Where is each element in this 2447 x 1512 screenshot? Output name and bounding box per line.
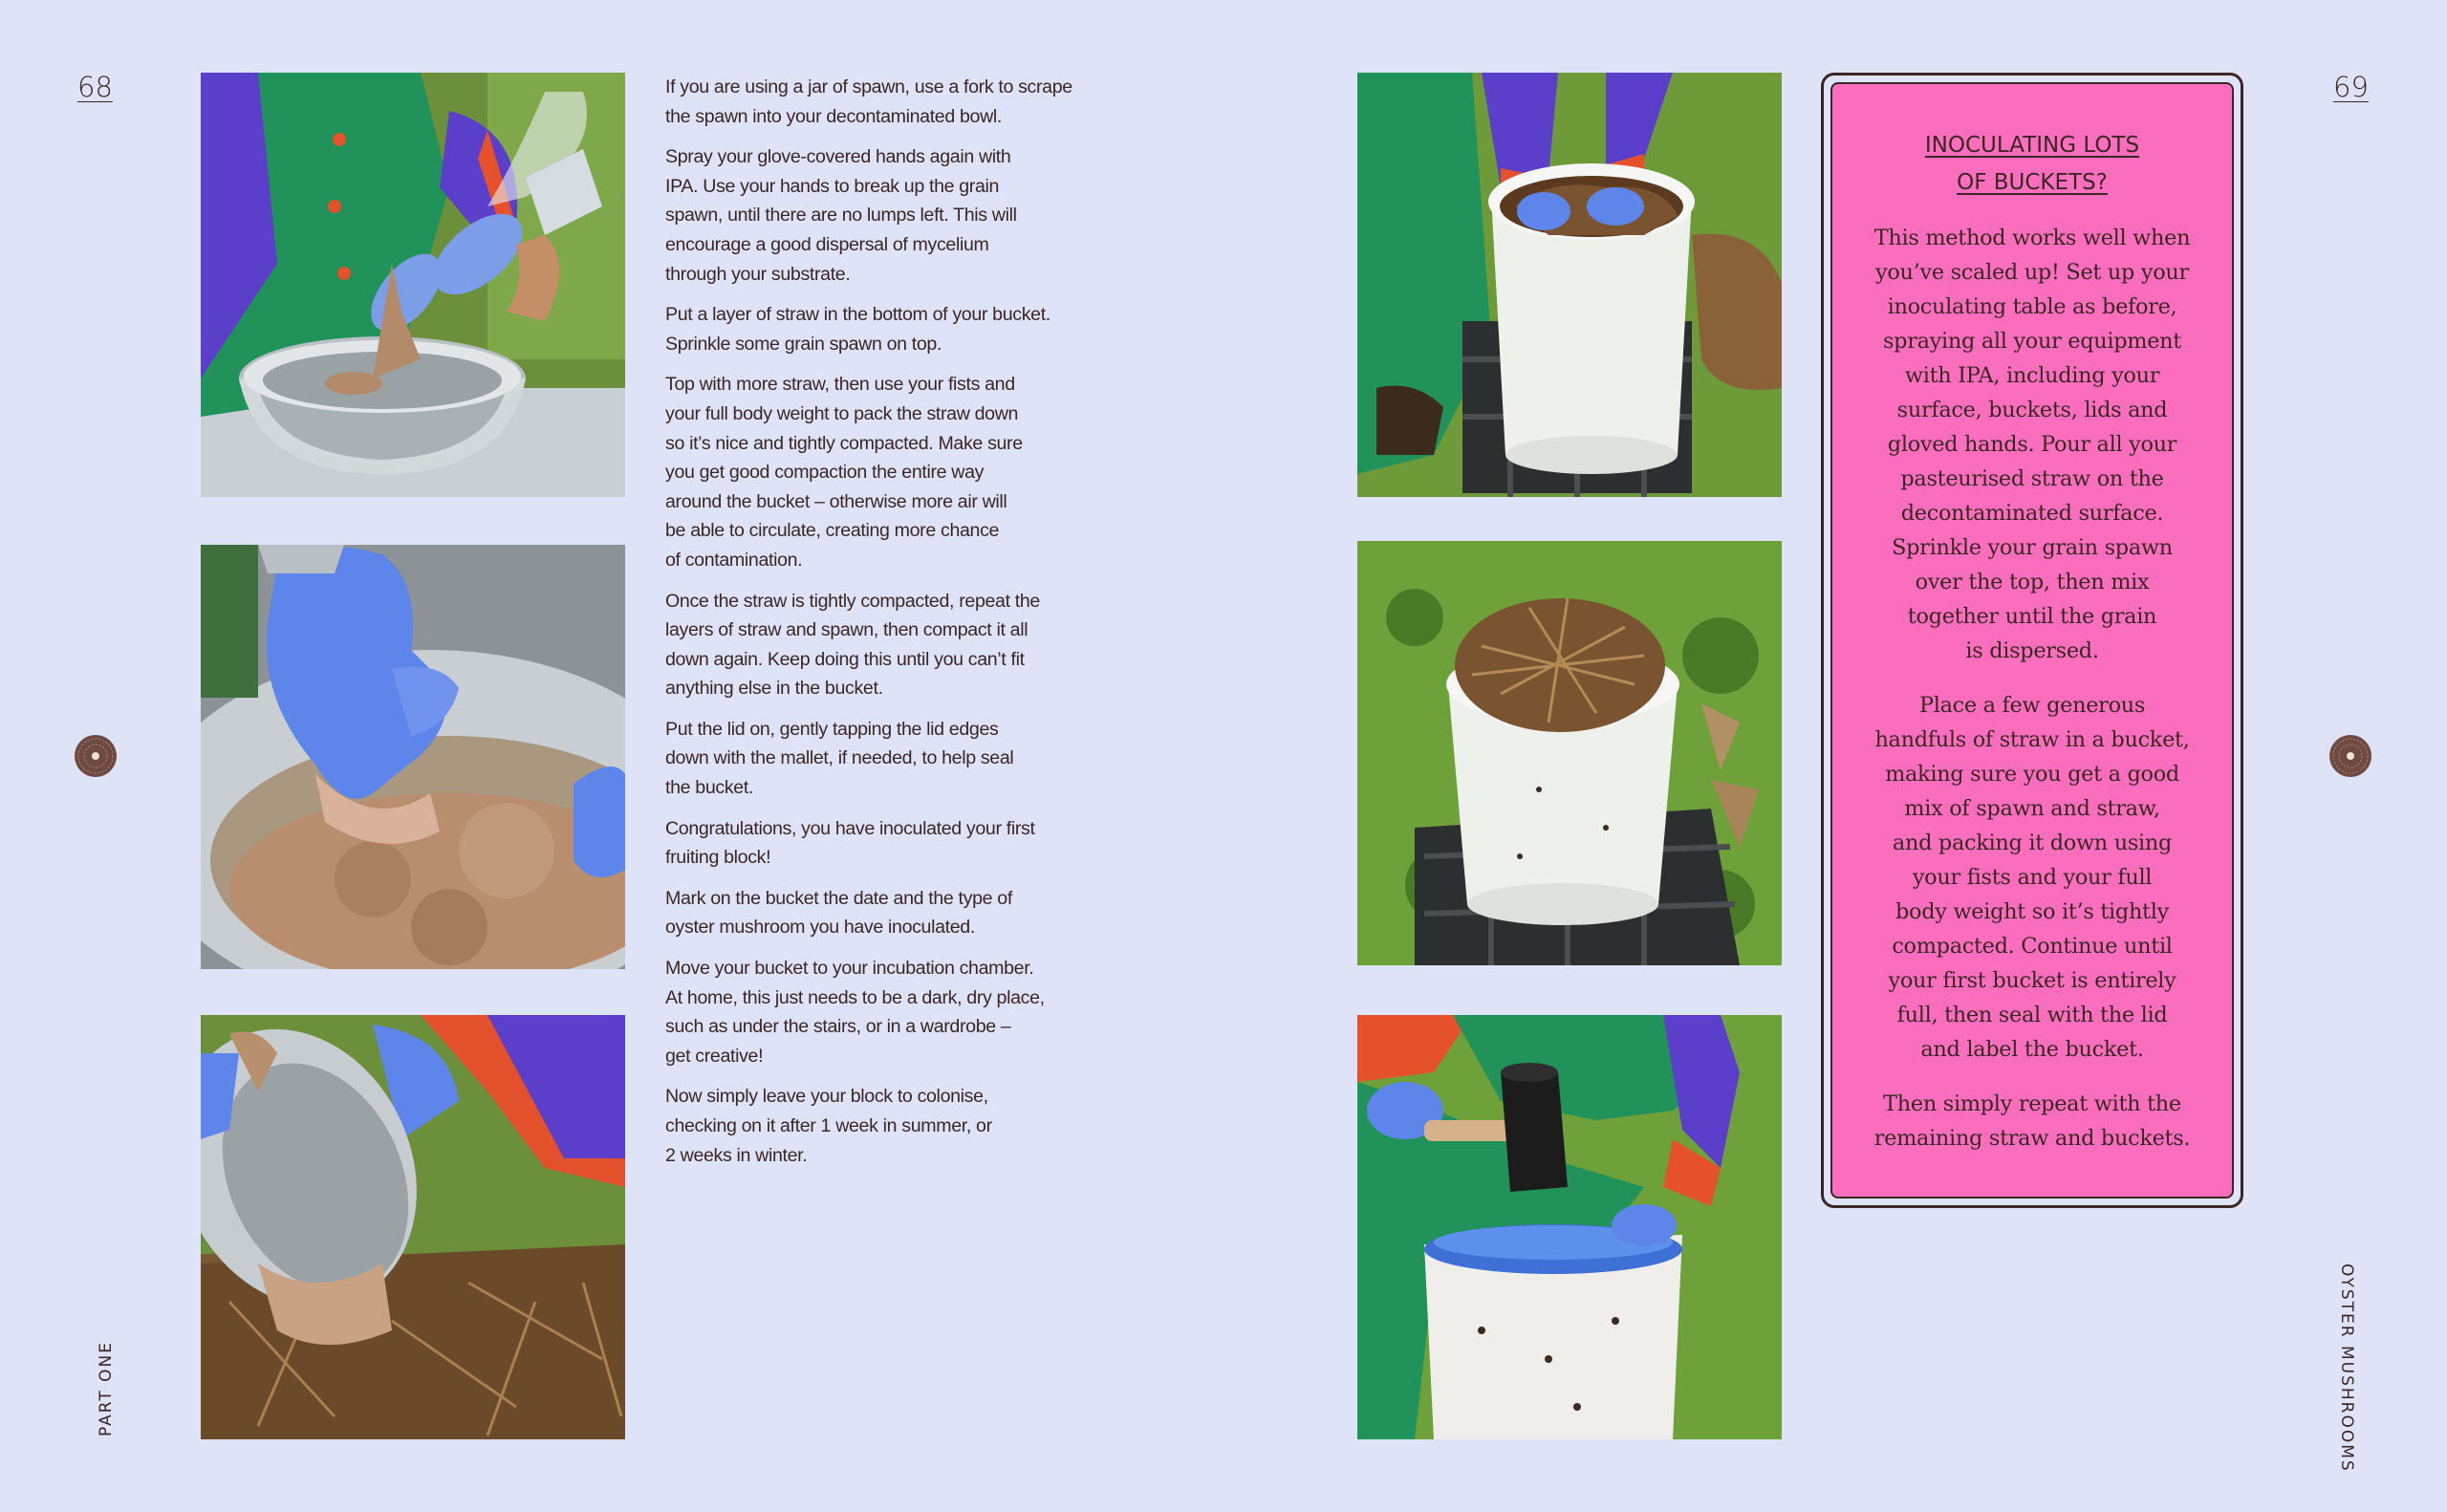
photo-breaking-up-spawn bbox=[201, 545, 625, 969]
mushroom-cross-section-icon bbox=[2328, 734, 2372, 778]
running-head-left: PART ONE bbox=[97, 1341, 116, 1436]
instruction-steps bbox=[665, 73, 1100, 1181]
step-paragraph: Put a layer of straw in the bottom of your bucket. Sprinkle some grain spawn on top. bbox=[665, 304, 1050, 355]
step-paragraph: Top with more straw, then use your fists and your full body weight to pack the straw down so it’s nice and tightly compacted. Make sure you get good compaction the entire way around the bucket – otherwise more air will be able to circulate, creating more chance of contamination. bbox=[665, 374, 1023, 571]
running-head-right: OYSTER MUSHROOMS bbox=[2337, 1264, 2356, 1473]
sidebar-panel bbox=[1830, 82, 2234, 1199]
sidebar-title: INOCULATING LOTS OF BUCKETS? bbox=[1924, 133, 2140, 195]
step-paragraph: If you are using a jar of spawn, use a fork to scrape the spawn into your decontaminated bowl. bbox=[665, 76, 1072, 127]
photo-packing-straw-in-bucket bbox=[1357, 73, 1782, 497]
step-paragraph: Congratulations, you have inoculated your first fruiting block! bbox=[665, 817, 1035, 869]
sidebar-box bbox=[1821, 73, 2243, 1208]
step-paragraph: Move your bucket to your incubation chamber. At home, this just needs to be a dark, dry place, such as under the stairs, or in a wardrobe – get creative! bbox=[665, 958, 1045, 1067]
step-paragraph: Spray your glove-covered hands again with IPA. Use your hands to break up the grain spawn, until there are no lumps left. This will encourage a good dispersal of mycelium through your substrate. bbox=[665, 146, 1017, 285]
mushroom-cross-section-icon bbox=[74, 734, 118, 778]
step-paragraph: Now simply leave your block to colonise, checking on it after 1 week in summer, or 2 weeks in winter. bbox=[665, 1086, 992, 1166]
photo-tapping-lid-with-mallet bbox=[1357, 1015, 1782, 1439]
photo-layering-spawn-on-straw bbox=[201, 1015, 625, 1439]
step-paragraph: Once the straw is tightly compacted, repeat the layers of straw and spawn, then compact it all down again. Keep doing this until you can’t fit anything else in the bucket. bbox=[665, 590, 1040, 700]
sidebar-body bbox=[1853, 221, 2211, 1156]
sidebar-paragraph: Then simply repeat with the remaining straw and buckets. bbox=[1873, 1091, 2191, 1151]
step-paragraph: Put the lid on, gently tapping the lid edges down with the mallet, if needed, to help seal the bucket. bbox=[665, 718, 1014, 799]
photo-filled-bucket-on-crate bbox=[1357, 541, 1782, 965]
page-number-right: 69 bbox=[2333, 71, 2369, 103]
step-paragraph: Mark on the bucket the date and the type of oyster mushroom you have inoculated. bbox=[665, 887, 1012, 939]
sidebar-paragraph: Place a few generous handfuls of straw in a bucket, making sure you get a good mix of spawn and straw, and packing it down using your fists and your full body weight so it’s tightly compacted. Continue until your first bucket is entirely full, then seal with the lid and label the bucket. bbox=[1874, 693, 2190, 1062]
photo-pouring-spawn-jar bbox=[201, 73, 625, 497]
sidebar-paragraph: This method works well when you’ve scaled up! Set up your inoculating table as before, spraying all your equipment with IPA, including your surface, buckets, lids and gloved hands. Pour all your pasteurised straw on the decontaminated surface. Sprinkle your grain spawn over the top, then mix together until the grain is dispersed. bbox=[1873, 226, 2191, 663]
page-number-left: 68 bbox=[77, 71, 113, 103]
